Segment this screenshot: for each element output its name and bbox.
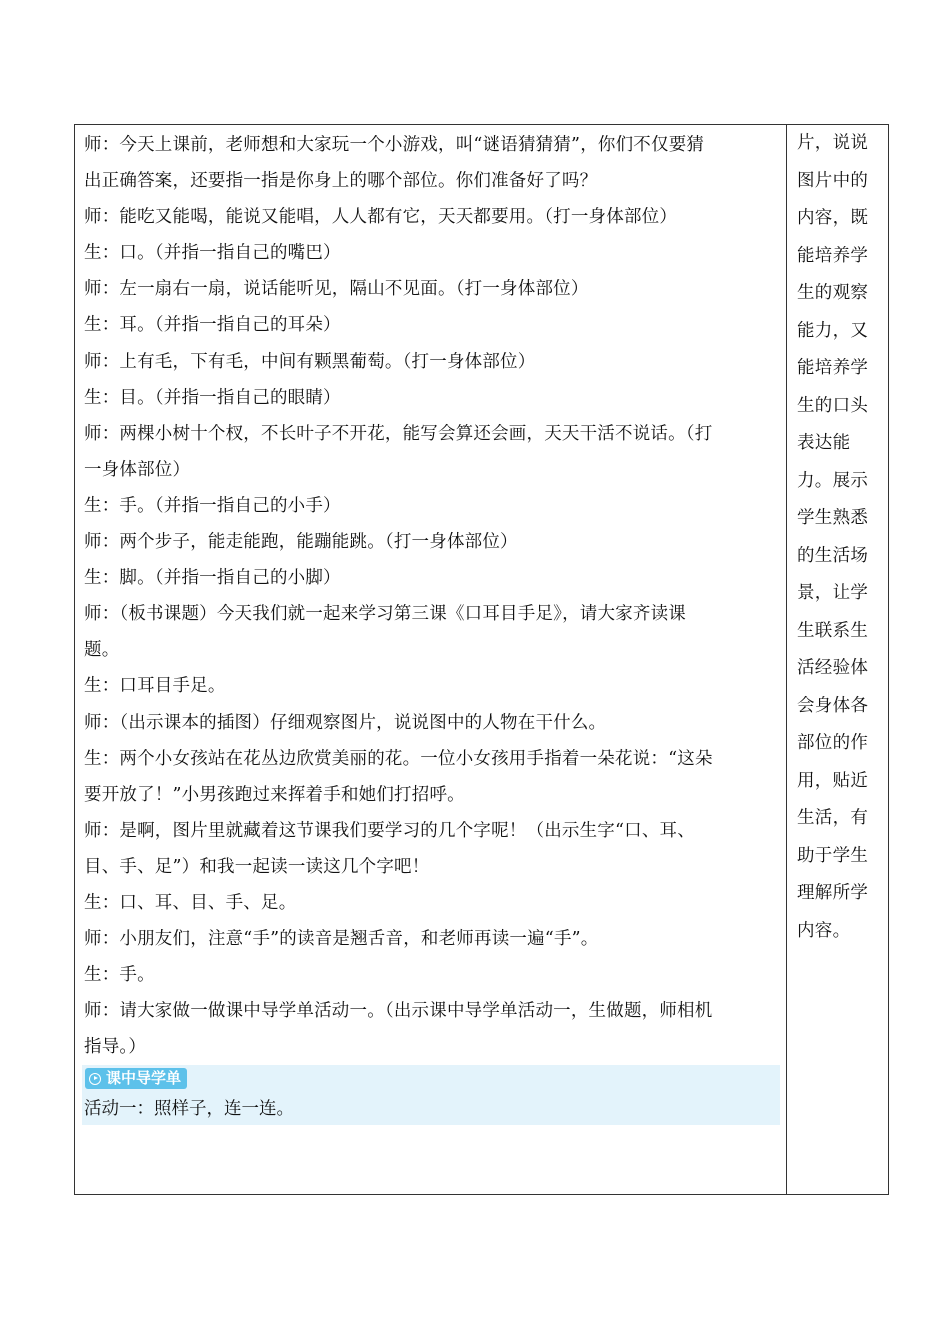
intent-line: 生联系生 (797, 620, 869, 641)
dialogue-line: 师：（出示课本的插图）仔细观察图片，说说图中的人物在干什么。 (84, 712, 607, 733)
intent-line: 能培养学 (797, 245, 869, 266)
dialogue-line: 要开放了！”小男孩跑过来挥着手和她们打招呼。 (84, 784, 465, 805)
intent-line: 生活，有 (797, 808, 869, 828)
dialogue-line: 师：今天上课前，老师想和大家玩一个小游戏，叫“谜语猜猜猜”，你们不仅要猜 (84, 135, 705, 155)
dialogue-line: 生：口。（并指一指自己的嘴巴） (84, 243, 341, 264)
dialogue-line: 一身体部位） (84, 459, 191, 480)
guide-sheet-tag-label: 课中导学单 (106, 1069, 182, 1087)
dialogue-line: 题。 (84, 640, 120, 661)
intent-line: 景，让学 (797, 583, 869, 603)
dialogue-line: 师：左一扇右一扇，说话能听见，隔山不见面。（打一身体部位） (84, 279, 589, 300)
guide-activity-text: 活动一：照样子，连一连。 (84, 1099, 294, 1119)
intent-line: 生的观察 (797, 283, 869, 303)
dialogue-line: 生：两个小女孩站在花丛边欣赏美丽的花。一位小女孩用手指着一朵花说：“这朵 (84, 748, 713, 769)
dialogue-line: 生：脚。（并指一指自己的小脚） (84, 568, 341, 589)
intent-line: 图片中的 (797, 170, 869, 191)
intent-line: 生的口头 (797, 395, 869, 416)
intent-line: 能培养学 (797, 358, 869, 378)
dialogue-line: 生：口、耳、目、手、足。 (84, 892, 297, 913)
intent-line: 表达能 (797, 433, 851, 453)
intent-line: 部位的作 (797, 733, 869, 753)
dialogue-line: 师：小朋友们，注意“手”的读音是翘舌音，和老师再读一遍“手”。 (84, 929, 599, 950)
dialogue-text (84, 127, 780, 1065)
guide-sheet-box (82, 1065, 780, 1125)
intent-line: 力。展示 (797, 470, 869, 491)
dialogue-line: 师：（板书课题）今天我们就一起来学习第三课《口耳目手足》，请大家齐读课 (84, 604, 686, 625)
dialogue-line: 师：两个步子，能走能跑，能蹦能跳。（打一身体部位） (84, 532, 518, 553)
dialogue-line: 生：耳。（并指一指自己的耳朵） (84, 315, 341, 336)
intent-line: 助于学生 (797, 845, 869, 866)
lesson-table (74, 124, 889, 1195)
guide-sheet-tag (85, 1068, 187, 1089)
dialogue-line: 指导。） (84, 1037, 147, 1058)
intent-line: 内容。 (797, 920, 851, 941)
teaching-process-cell (75, 125, 787, 1194)
intent-line: 理解所学 (797, 883, 869, 903)
dialogue-line: 师：两棵小树十个杈，不长叶子不开花，能写会算还会画，天天干活不说话。（打 (84, 423, 713, 444)
design-intent-text (797, 125, 883, 950)
dialogue-line: 生：口耳目手足。 (84, 676, 226, 697)
dialogue-line: 目、手、足”）和我一起读一读这几个字吧！ (84, 856, 430, 877)
play-circle-icon (89, 1073, 101, 1085)
intent-line: 片，说说 (797, 133, 869, 153)
dialogue-line: 出正确答案，还要指一指是你身上的哪个部位。你们准备好了吗？ (84, 171, 598, 192)
dialogue-line: 师：是啊，图片里就藏着这节课我们要学习的几个字呢！（出示生字“口、耳、 (84, 820, 695, 841)
dialogue-line: 生：手。（并指一指自己的小手） (84, 495, 341, 516)
intent-line: 学生熟悉 (797, 508, 869, 528)
dialogue-line: 生：目。（并指一指自己的眼睛） (84, 387, 341, 408)
design-intent-cell (787, 125, 888, 1194)
intent-line: 的生活场 (797, 545, 869, 566)
intent-line: 会身体各 (797, 695, 869, 716)
dialogue-line: 师：上有毛，下有毛，中间有颗黑葡萄。（打一身体部位） (84, 351, 536, 372)
intent-line: 活经验体 (797, 658, 869, 678)
dialogue-line: 师：能吃又能喝，能说又能唱，人人都有它，天天都要用。（打一身体部位） (84, 207, 678, 228)
intent-line: 能力，又 (797, 320, 869, 341)
dialogue-line: 生：手。 (84, 965, 155, 986)
intent-line: 用，贴近 (797, 770, 869, 791)
intent-line: 内容，既 (797, 208, 869, 228)
dialogue-line: 师：请大家做一做课中导学单活动一。（出示课中导学单活动一，生做题，师相机 (84, 1001, 713, 1022)
